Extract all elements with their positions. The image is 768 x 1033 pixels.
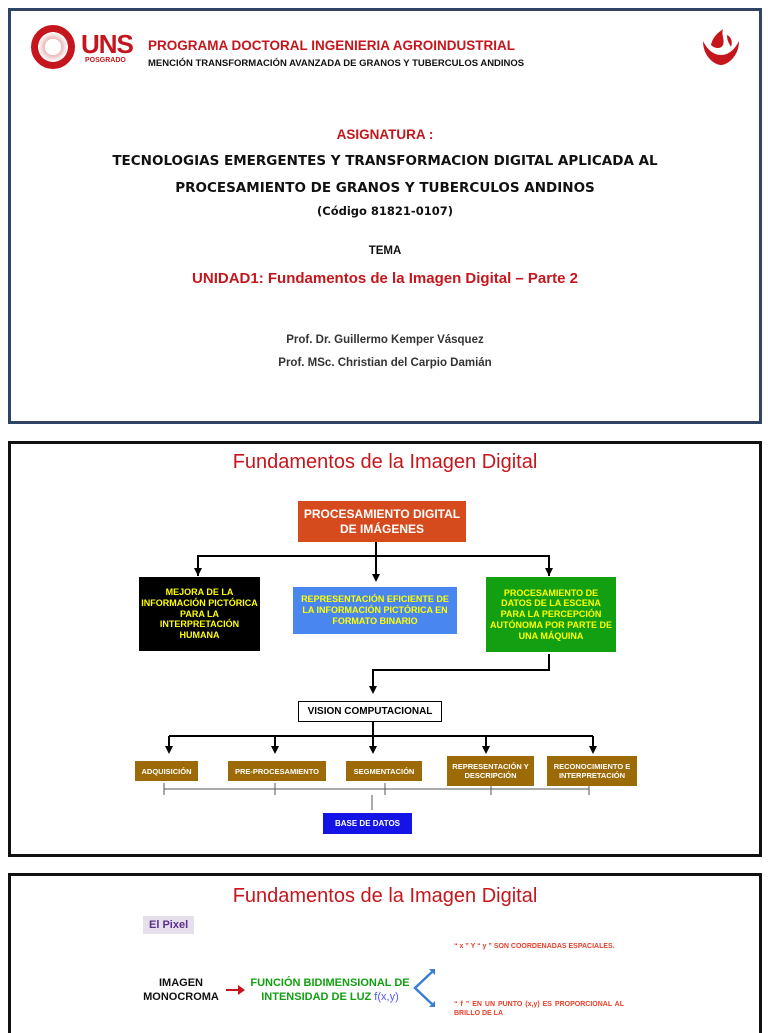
stage-segmentation: SEGMENTACIÓN xyxy=(346,761,422,781)
program-name: PROGRAMA DOCTORAL INGENIERIA AGROINDUSTRIAL xyxy=(148,38,516,53)
subject-label: ASIGNATURA : xyxy=(336,127,434,142)
function-label-text: FUNCIÓN BIDIMENSIONAL DE INTENSIDAD DE LUZ xyxy=(250,977,410,1004)
tema-label: TEMA xyxy=(368,245,402,257)
function-symbol: f(x,y) xyxy=(374,991,399,1004)
uns-logo-text: UNS xyxy=(81,29,133,59)
slide-title-text: Fundamentos de la Imagen Digital xyxy=(232,451,538,473)
stage-recognition: RECONOCIMIENTO E INTERPRETACIÓN xyxy=(547,756,637,786)
slide-title xyxy=(8,8,762,424)
box-image-processing: PROCESAMIENTO DIGITAL DE IMÁGENES xyxy=(298,501,466,542)
program-mention: MENCIÓN TRANSFORMACIÓN AVANZADA DE GRANOS Y TUBERCULOS ANDINOS xyxy=(148,58,525,69)
stage-preprocessing: PRE-PROCESAMIENTO xyxy=(228,761,326,781)
box-computer-vision: VISION COMPUTACIONAL xyxy=(298,701,442,722)
arrow-right-icon xyxy=(226,984,246,996)
professor-2: Prof. MSc. Christian del Carpio Damián xyxy=(278,357,492,369)
professor-1: Prof. Dr. Guillermo Kemper Vásquez xyxy=(286,334,484,346)
unit-title: UNIDAD1: Fundamentos de la Imagen Digital – Parte 2 xyxy=(192,270,578,287)
function-label xyxy=(250,976,410,1005)
stage-representation: REPRESENTACIÓN Y DESCRIPCIÓN xyxy=(447,756,534,786)
box-human-interpretation: MEJORA DE LA INFORMACIÓN PICTÓRICA PARA LA INTERPRETACIÓN HUMANA xyxy=(139,577,260,651)
slide-title-text: Fundamentos de la Imagen Digital xyxy=(232,885,538,907)
box-machine-perception: PROCESAMIENTO DE DATOS DE LA ESCENA PARA LA PERCEPCIÓN AUTÓNOMA POR PARTE DE UNA MÁQUINA xyxy=(486,577,616,652)
box-binary-representation: REPRESENTACIÓN EFICIENTE DE LA INFORMACIÓN PICTÓRICA EN FORMATO BINARIO xyxy=(293,587,457,634)
uns-seal-icon xyxy=(31,25,75,69)
slide-pixel xyxy=(8,873,762,1033)
subject-line-2: PROCESAMIENTO DE GRANOS Y TUBERCULOS ANDINOS xyxy=(175,180,595,196)
note-coordinates: “ x ” Y “ y ” SON COORDENADAS ESPACIALES. xyxy=(454,943,615,950)
box-database: BASE DE DATOS xyxy=(323,813,412,834)
slide-diagram xyxy=(8,441,762,857)
uns-logo-subtext: POSGRADO xyxy=(85,57,126,64)
brace-arrows-icon xyxy=(411,969,437,1009)
subject-code: (Código 81821-0107) xyxy=(317,204,453,218)
subject-line-1: TECNOLOGIAS EMERGENTES Y TRANSFORMACION DIGITAL APLICADA AL xyxy=(112,153,658,169)
note-brightness: “ f ” EN UN PUNTO (x,y) ES PROPORCIONAL AL BRILLO DE LA xyxy=(454,1001,624,1018)
pixel-tag: El Pixel xyxy=(143,916,194,934)
upc-logo-icon xyxy=(699,27,743,67)
stage-acquisition: ADQUISICIÓN xyxy=(135,761,198,781)
monochrome-image-label: IMAGEN MONOCROMA xyxy=(143,977,219,1004)
